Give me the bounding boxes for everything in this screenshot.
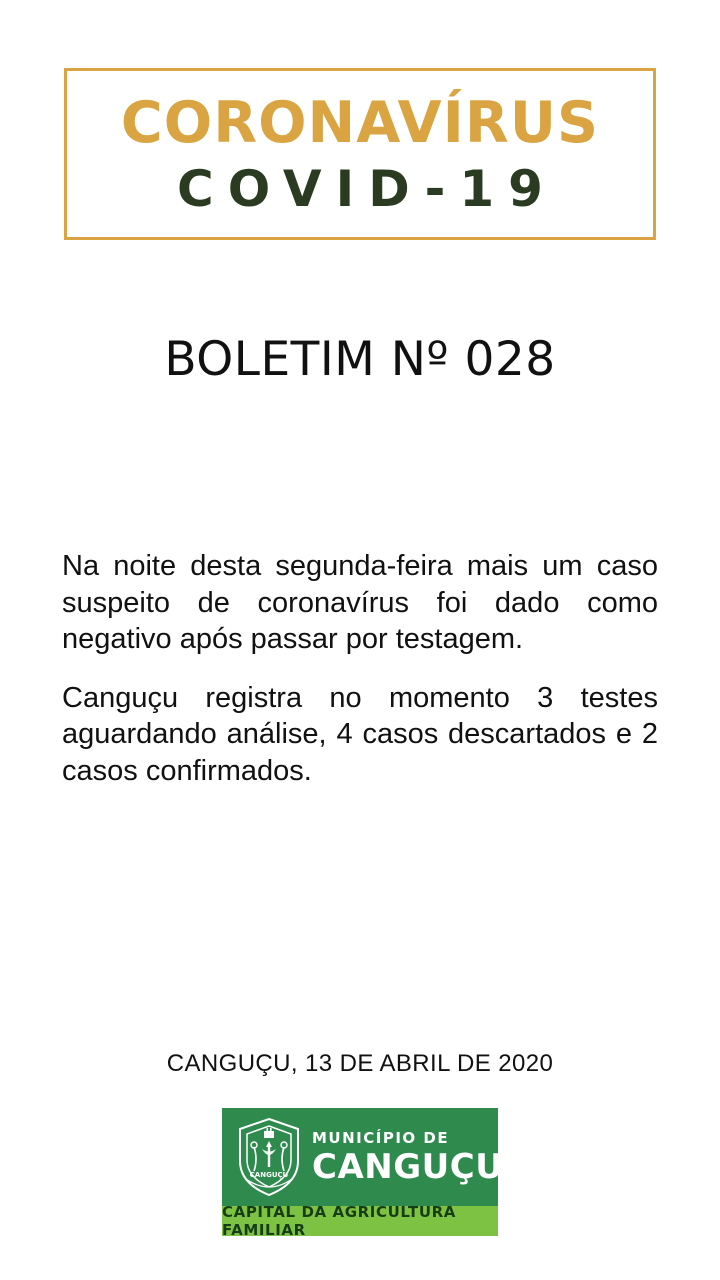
logo-tagline-strip (222, 1203, 498, 1239)
logo-tagline: CAPITAL DA AGRICULTURA FAMILIAR (222, 1203, 457, 1239)
logo-prefix: MUNICÍPIO DE (312, 1128, 450, 1147)
banner-title-coronavirus: CORONAVÍRUS (120, 89, 600, 156)
coronavirus-banner (64, 68, 656, 240)
svg-text:CANGUÇU: CANGUÇU (249, 1171, 289, 1179)
body-paragraph-1: Na noite desta segunda-feira mais um caso suspeito de coronavírus foi dado como negativo após passar por testagem. (62, 550, 658, 656)
logo-city-name: CANGUÇU (312, 1146, 504, 1187)
municipality-logo (222, 1108, 504, 1239)
bulletin-body (62, 548, 658, 795)
footer-location-date: CANGUÇU, 13 DE ABRIL DE 2020 (166, 1050, 554, 1077)
logo-wordmark (312, 1128, 504, 1187)
banner-subtitle-covid19: COVID-19 (177, 159, 557, 218)
page-title: BOLETIM Nº 028 (164, 332, 556, 387)
body-paragraph-2: Canguçu registra no momento 3 testes aguardando análise, 4 casos descartados e 2 casos confirmados. (62, 681, 658, 787)
logo-main-block (222, 1108, 504, 1206)
coat-of-arms-icon (232, 1115, 306, 1199)
